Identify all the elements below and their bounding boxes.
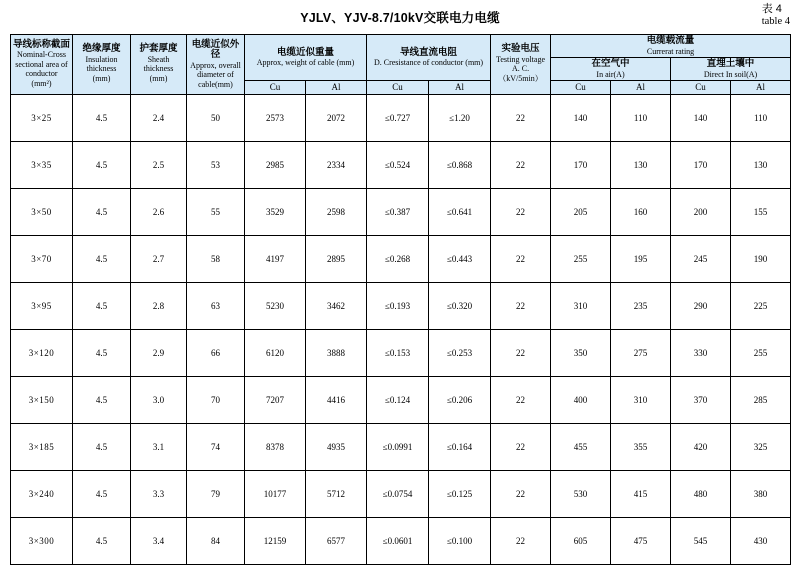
subheader-soil-cu: Cu xyxy=(671,81,731,95)
subheader-air-al: Al xyxy=(611,81,671,95)
cell-air-cu: 400 xyxy=(551,376,611,423)
cell-sheath: 3.3 xyxy=(131,470,187,517)
cable-spec-table xyxy=(10,34,791,565)
cell-size: 3×35 xyxy=(11,141,73,188)
cell-weight-al: 3462 xyxy=(306,282,367,329)
cell-insulation: 4.5 xyxy=(73,235,131,282)
subheader-resistance-al: Al xyxy=(429,81,491,95)
cell-resistance-al: ≤0.125 xyxy=(429,470,491,517)
cell-diameter: 55 xyxy=(187,188,245,235)
cell-weight-al: 3888 xyxy=(306,329,367,376)
table-number xyxy=(762,3,790,28)
cell-soil-al: 190 xyxy=(731,235,791,282)
cell-weight-al: 2895 xyxy=(306,235,367,282)
cell-weight-cu: 5230 xyxy=(245,282,306,329)
cell-soil-al: 110 xyxy=(731,94,791,141)
cell-resistance-cu: ≤0.727 xyxy=(367,94,429,141)
cell-soil-cu: 370 xyxy=(671,376,731,423)
cell-diameter: 79 xyxy=(187,470,245,517)
cell-resistance-cu: ≤0.0601 xyxy=(367,517,429,564)
cell-weight-al: 5712 xyxy=(306,470,367,517)
cell-air-cu: 350 xyxy=(551,329,611,376)
cell-test-voltage: 22 xyxy=(491,188,551,235)
table-row xyxy=(11,94,791,141)
cell-insulation: 4.5 xyxy=(73,470,131,517)
cell-resistance-al: ≤0.641 xyxy=(429,188,491,235)
cell-diameter: 70 xyxy=(187,376,245,423)
cell-soil-cu: 420 xyxy=(671,423,731,470)
table-row xyxy=(11,235,791,282)
cell-sheath: 2.9 xyxy=(131,329,187,376)
cell-soil-cu: 545 xyxy=(671,517,731,564)
cell-insulation: 4.5 xyxy=(73,282,131,329)
cell-test-voltage: 22 xyxy=(491,517,551,564)
table-row xyxy=(11,141,791,188)
cell-test-voltage: 22 xyxy=(491,470,551,517)
cell-weight-cu: 6120 xyxy=(245,329,306,376)
table-row xyxy=(11,329,791,376)
cell-soil-cu: 140 xyxy=(671,94,731,141)
cell-sheath: 2.6 xyxy=(131,188,187,235)
table-number-en: table 4 xyxy=(761,16,790,27)
cell-weight-cu: 12159 xyxy=(245,517,306,564)
table-number-cn: 表 4 xyxy=(761,3,782,15)
cell-soil-al: 155 xyxy=(731,188,791,235)
cell-resistance-al: ≤0.443 xyxy=(429,235,491,282)
table-row xyxy=(11,376,791,423)
cell-insulation: 4.5 xyxy=(73,329,131,376)
cell-test-voltage: 22 xyxy=(491,376,551,423)
cell-air-cu: 205 xyxy=(551,188,611,235)
cell-insulation: 4.5 xyxy=(73,423,131,470)
cell-diameter: 53 xyxy=(187,141,245,188)
cell-weight-al: 2598 xyxy=(306,188,367,235)
cell-size: 3×185 xyxy=(11,423,73,470)
cell-resistance-cu: ≤0.387 xyxy=(367,188,429,235)
cell-test-voltage: 22 xyxy=(491,329,551,376)
col-header-dc-resistance: 导线直流电阻 D. Cresistance of conductor (mm) xyxy=(367,35,491,81)
cell-diameter: 58 xyxy=(187,235,245,282)
cell-air-al: 235 xyxy=(611,282,671,329)
cell-soil-cu: 200 xyxy=(671,188,731,235)
cell-insulation: 4.5 xyxy=(73,94,131,141)
cell-weight-cu: 3529 xyxy=(245,188,306,235)
cell-sheath: 2.8 xyxy=(131,282,187,329)
col-header-testing-voltage: 实验电压 Testing voltage A. C. （kV/5min） xyxy=(491,35,551,95)
cell-weight-al: 4935 xyxy=(306,423,367,470)
cell-resistance-cu: ≤0.124 xyxy=(367,376,429,423)
cell-test-voltage: 22 xyxy=(491,235,551,282)
cell-sheath: 2.5 xyxy=(131,141,187,188)
cell-test-voltage: 22 xyxy=(491,141,551,188)
cell-air-al: 195 xyxy=(611,235,671,282)
cell-air-al: 130 xyxy=(611,141,671,188)
cell-resistance-al: ≤0.164 xyxy=(429,423,491,470)
table-body xyxy=(11,94,791,564)
cell-resistance-al: ≤0.253 xyxy=(429,329,491,376)
cell-soil-al: 430 xyxy=(731,517,791,564)
cell-diameter: 63 xyxy=(187,282,245,329)
cell-diameter: 66 xyxy=(187,329,245,376)
col-header-in-soil: 直埋土壤中 Direct In soil(A) xyxy=(671,58,791,81)
col-header-approx-weight: 电缆近似重量 Approx, weight of cable (mm) xyxy=(245,35,367,81)
cell-weight-al: 6577 xyxy=(306,517,367,564)
cell-size: 3×240 xyxy=(11,470,73,517)
cell-soil-al: 225 xyxy=(731,282,791,329)
cell-resistance-cu: ≤0.524 xyxy=(367,141,429,188)
cell-air-al: 415 xyxy=(611,470,671,517)
cell-weight-al: 2072 xyxy=(306,94,367,141)
cell-weight-cu: 7207 xyxy=(245,376,306,423)
table-row xyxy=(11,423,791,470)
cell-weight-cu: 2985 xyxy=(245,141,306,188)
cell-air-cu: 605 xyxy=(551,517,611,564)
cell-sheath: 3.4 xyxy=(131,517,187,564)
table-row xyxy=(11,470,791,517)
cell-sheath: 3.1 xyxy=(131,423,187,470)
cell-air-al: 110 xyxy=(611,94,671,141)
table-row xyxy=(11,188,791,235)
cell-resistance-al: ≤0.320 xyxy=(429,282,491,329)
cell-diameter: 84 xyxy=(187,517,245,564)
cell-size: 3×150 xyxy=(11,376,73,423)
cell-air-al: 160 xyxy=(611,188,671,235)
cell-soil-cu: 290 xyxy=(671,282,731,329)
cell-resistance-al: ≤1.20 xyxy=(429,94,491,141)
cell-soil-al: 130 xyxy=(731,141,791,188)
subheader-soil-al: Al xyxy=(731,81,791,95)
cell-air-cu: 455 xyxy=(551,423,611,470)
cell-air-al: 355 xyxy=(611,423,671,470)
col-header-overall-diameter: 电缆近似外径 Approx, overall diameter of cable(mm) xyxy=(187,35,245,95)
title-row xyxy=(0,0,800,34)
cell-weight-cu: 2573 xyxy=(245,94,306,141)
cell-air-al: 475 xyxy=(611,517,671,564)
cell-resistance-cu: ≤0.193 xyxy=(367,282,429,329)
cell-weight-cu: 4197 xyxy=(245,235,306,282)
cell-soil-al: 255 xyxy=(731,329,791,376)
cell-size: 3×300 xyxy=(11,517,73,564)
cell-size: 3×120 xyxy=(11,329,73,376)
page-title: YJLV、YJV-8.7/10kV交联电力电缆 xyxy=(300,11,500,25)
cell-soil-cu: 245 xyxy=(671,235,731,282)
cell-diameter: 50 xyxy=(187,94,245,141)
cell-insulation: 4.5 xyxy=(73,517,131,564)
cell-size: 3×70 xyxy=(11,235,73,282)
cell-air-cu: 140 xyxy=(551,94,611,141)
table-row xyxy=(11,282,791,329)
cell-weight-al: 4416 xyxy=(306,376,367,423)
cell-resistance-cu: ≤0.0754 xyxy=(367,470,429,517)
cell-air-cu: 310 xyxy=(551,282,611,329)
cell-resistance-cu: ≤0.268 xyxy=(367,235,429,282)
table-row xyxy=(11,517,791,564)
col-header-sheath-thickness: 护套厚度 Sheath thickness (mm) xyxy=(131,35,187,95)
cell-size: 3×95 xyxy=(11,282,73,329)
cell-soil-cu: 480 xyxy=(671,470,731,517)
cell-size: 3×25 xyxy=(11,94,73,141)
cell-resistance-al: ≤0.100 xyxy=(429,517,491,564)
subheader-weight-al: Al xyxy=(306,81,367,95)
cell-sheath: 2.4 xyxy=(131,94,187,141)
cell-air-cu: 255 xyxy=(551,235,611,282)
cell-resistance-al: ≤0.206 xyxy=(429,376,491,423)
cell-resistance-cu: ≤0.0991 xyxy=(367,423,429,470)
col-header-in-air: 在空气中 In air(A) xyxy=(551,58,671,81)
cell-test-voltage: 22 xyxy=(491,282,551,329)
cell-air-al: 310 xyxy=(611,376,671,423)
subheader-weight-cu: Cu xyxy=(245,81,306,95)
cell-insulation: 4.5 xyxy=(73,376,131,423)
subheader-air-cu: Cu xyxy=(551,81,611,95)
cell-test-voltage: 22 xyxy=(491,423,551,470)
cell-size: 3×50 xyxy=(11,188,73,235)
cell-test-voltage: 22 xyxy=(491,94,551,141)
cell-weight-cu: 10177 xyxy=(245,470,306,517)
cell-air-cu: 170 xyxy=(551,141,611,188)
cell-sheath: 3.0 xyxy=(131,376,187,423)
col-header-current-rating: 电缆载流量 Currerat rating xyxy=(551,35,791,58)
cell-soil-al: 285 xyxy=(731,376,791,423)
cell-insulation: 4.5 xyxy=(73,188,131,235)
header-row-1 xyxy=(11,35,791,58)
cell-weight-cu: 8378 xyxy=(245,423,306,470)
cell-weight-al: 2334 xyxy=(306,141,367,188)
col-header-insulation-thickness: 绝缘厚度 Insulation thickness (mm) xyxy=(73,35,131,95)
cell-sheath: 2.7 xyxy=(131,235,187,282)
cell-air-cu: 530 xyxy=(551,470,611,517)
cell-soil-cu: 170 xyxy=(671,141,731,188)
cell-air-al: 275 xyxy=(611,329,671,376)
cell-soil-al: 380 xyxy=(731,470,791,517)
cell-soil-cu: 330 xyxy=(671,329,731,376)
subheader-resistance-cu: Cu xyxy=(367,81,429,95)
cell-resistance-al: ≤0.868 xyxy=(429,141,491,188)
cell-soil-al: 325 xyxy=(731,423,791,470)
cell-insulation: 4.5 xyxy=(73,141,131,188)
cell-diameter: 74 xyxy=(187,423,245,470)
col-header-nominal-section: 导线标称截面 Nominal-Cross sectional area of conductor (mm²) xyxy=(11,35,73,95)
cell-resistance-cu: ≤0.153 xyxy=(367,329,429,376)
